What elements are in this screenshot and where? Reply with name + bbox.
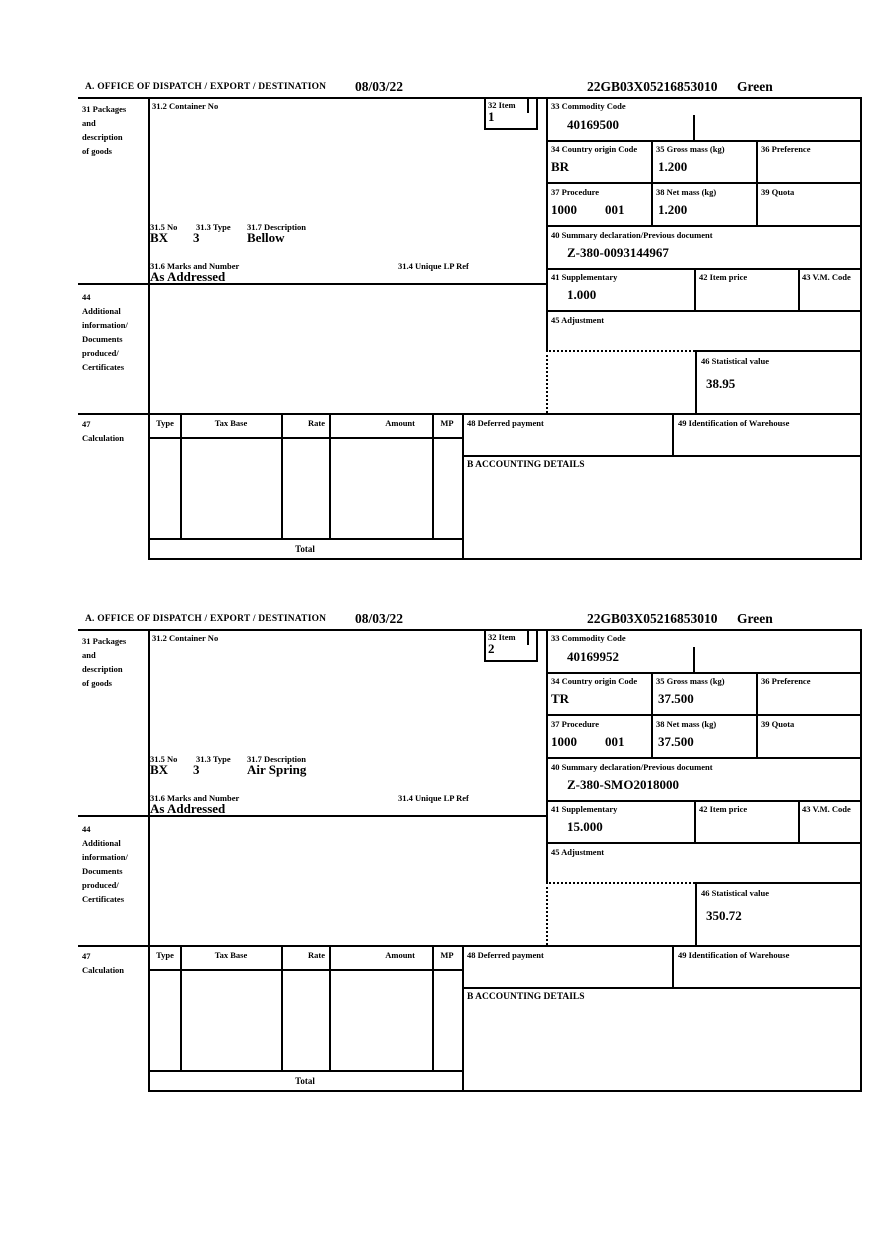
commodity-code-divider — [693, 115, 695, 140]
country-origin-value: TR — [551, 691, 570, 706]
procedure-suffix-value: 001 — [605, 734, 625, 749]
calc-total-label: Total — [295, 1076, 315, 1086]
package-code-value: BX — [150, 230, 169, 245]
border-line — [756, 672, 758, 757]
dotted-border-line — [546, 882, 548, 945]
previous-document-value: Z-380-0093144967 — [567, 245, 669, 260]
border-line — [462, 455, 862, 457]
acceptance-date-value: 08/03/22 — [355, 79, 404, 94]
border-line — [860, 97, 862, 560]
goods-description-label: 31.7 Description — [247, 222, 307, 232]
preference-label: 36 Preference — [761, 144, 811, 154]
border-line — [148, 1090, 862, 1092]
accounting-details-header: B ACCOUNTING DETAILS — [467, 992, 585, 1002]
border-line — [695, 350, 697, 413]
vm-code-label: 43 V.M. Code — [802, 804, 851, 814]
border-line — [694, 268, 696, 310]
gross-mass-value: 1.200 — [658, 159, 688, 174]
supplementary-label: 41 Supplementary — [551, 272, 618, 282]
gross-mass-value: 37.500 — [658, 691, 694, 706]
border-line — [798, 268, 800, 310]
goods-description-label: 31.7 Description — [247, 754, 307, 764]
accounting-details-header: B ACCOUNTING DETAILS — [467, 460, 585, 470]
box44-label: 44 Additional information/ Documents produced/ Certificates — [82, 292, 128, 372]
calc-column-line — [180, 413, 182, 538]
item-box-border — [484, 629, 486, 662]
calc-col-mp: MP — [440, 950, 454, 960]
calc-col-type: Type — [156, 950, 174, 960]
office-of-dispatch-header: A. OFFICE OF DISPATCH / EXPORT / DESTINATION — [85, 82, 327, 92]
net-mass-label: 38 Net mass (kg) — [656, 187, 717, 197]
statistical-value: 38.95 — [706, 376, 736, 391]
mrn-value: 22GB03X05216853010 — [587, 611, 718, 626]
package-no-label: 31.5 No — [150, 222, 178, 232]
calc-column-line — [180, 945, 182, 1070]
supplementary-value: 1.000 — [567, 287, 597, 302]
dotted-border-line — [546, 350, 548, 413]
item-number-value: 1 — [488, 109, 495, 124]
calc-header-line — [148, 969, 464, 971]
calc-total-line — [148, 1070, 464, 1072]
calc-col-amount: Amount — [385, 418, 415, 428]
border-line — [546, 268, 862, 270]
box44-label: 44 Additional information/ Documents produced/ Certificates — [82, 824, 128, 904]
package-code-value: BX — [150, 762, 169, 777]
goods-description-value: Air Spring — [247, 762, 307, 777]
gross-mass-label: 35 Gross mass (kg) — [656, 144, 725, 154]
item-label: 32 Item — [488, 100, 516, 110]
border-line — [462, 987, 862, 989]
procedure-label: 37 Procedure — [551, 719, 600, 729]
quota-label: 39 Quota — [761, 187, 795, 197]
calc-total-label: Total — [295, 544, 315, 554]
vm-code-label: 43 V.M. Code — [802, 272, 851, 282]
adjustment-label: 45 Adjustment — [551, 315, 605, 325]
item-box-border — [484, 660, 538, 662]
country-origin-value: BR — [551, 159, 570, 174]
item-box-border — [484, 128, 538, 130]
item-label: 32 Item — [488, 632, 516, 642]
statistical-value: 350.72 — [706, 908, 742, 923]
country-origin-label: 34 Country origin Code — [551, 676, 638, 686]
container-no-label: 31.2 Container No — [152, 633, 219, 643]
border-line — [78, 97, 862, 99]
package-type-label: 31.3 Type — [196, 222, 231, 232]
summary-declaration-label: 40 Summary declaration/Previous document — [551, 762, 713, 772]
routing-value: Green — [737, 611, 773, 626]
declaration-item-section — [0, 80, 882, 561]
border-line — [546, 310, 862, 312]
border-line — [695, 882, 697, 945]
item-price-label: 42 Item price — [699, 272, 748, 282]
package-type-value: 3 — [193, 762, 200, 777]
calc-column-line — [432, 945, 434, 1070]
border-line — [756, 140, 758, 225]
item-box-border — [536, 97, 538, 130]
border-line — [546, 842, 862, 844]
border-line — [546, 629, 548, 882]
previous-document-value: Z-380-SMO2018000 — [567, 777, 679, 792]
border-line — [651, 672, 653, 757]
package-no-label: 31.5 No — [150, 754, 178, 764]
border-line — [148, 558, 862, 560]
border-line — [546, 97, 548, 350]
border-line — [651, 140, 653, 225]
calc-col-rate: Rate — [308, 418, 325, 428]
procedure-value: 1000 — [551, 202, 577, 217]
calc-column-line — [432, 413, 434, 538]
commodity-code-label: 33 Commodity Code — [551, 633, 626, 643]
adjustment-label: 45 Adjustment — [551, 847, 605, 857]
deferred-payment-label: 48 Deferred payment — [467, 418, 544, 428]
calc-column-line — [281, 945, 283, 1070]
summary-declaration-label: 40 Summary declaration/Previous document — [551, 230, 713, 240]
warehouse-label: 49 Identification of Warehouse — [678, 950, 790, 960]
package-type-label: 31.3 Type — [196, 754, 231, 764]
commodity-code-value: 40169500 — [567, 117, 619, 132]
border-line — [78, 945, 862, 947]
marks-numbers-label: 31.6 Marks and Number — [150, 793, 240, 803]
supplementary-label: 41 Supplementary — [551, 804, 618, 814]
acceptance-date-value: 08/03/22 — [355, 611, 404, 626]
calc-column-line — [329, 945, 331, 1070]
net-mass-label: 38 Net mass (kg) — [656, 719, 717, 729]
box47-label: 47 Calculation — [82, 951, 125, 975]
border-line — [546, 672, 862, 674]
border-line — [546, 800, 862, 802]
border-line — [672, 413, 674, 455]
calc-header-line — [148, 437, 464, 439]
quota-label: 39 Quota — [761, 719, 795, 729]
calc-col-type: Type — [156, 418, 174, 428]
unique-lp-ref-label: 31.4 Unique LP Ref — [398, 261, 469, 271]
border-line — [695, 350, 862, 352]
border-line — [78, 413, 862, 415]
item-number-value: 2 — [488, 641, 495, 656]
border-line — [546, 225, 862, 227]
border-line — [148, 629, 150, 1092]
box31-label: 31 Packages and description of goods — [82, 104, 127, 156]
office-of-dispatch-header: A. OFFICE OF DISPATCH / EXPORT / DESTINATION — [85, 614, 327, 624]
item-box-border — [484, 97, 486, 130]
border-line — [860, 629, 862, 1092]
box31-label: 31 Packages and description of goods — [82, 636, 127, 688]
marks-numbers-label: 31.6 Marks and Number — [150, 261, 240, 271]
routing-value: Green — [737, 79, 773, 94]
commodity-code-value: 40169952 — [567, 649, 619, 664]
net-mass-value: 1.200 — [658, 202, 688, 217]
calc-col-mp: MP — [440, 418, 454, 428]
calc-col-amount: Amount — [385, 950, 415, 960]
dotted-border-line — [546, 350, 695, 352]
procedure-label: 37 Procedure — [551, 187, 600, 197]
border-line — [78, 629, 862, 631]
item-box-divider — [527, 97, 529, 113]
calc-col-rate: Rate — [308, 950, 325, 960]
calc-total-line — [148, 538, 464, 540]
dotted-border-line — [546, 882, 695, 884]
calc-col-tax-base: Tax Base — [214, 950, 248, 960]
commodity-code-divider — [693, 647, 695, 672]
country-origin-label: 34 Country origin Code — [551, 144, 638, 154]
border-line — [672, 945, 674, 987]
preference-label: 36 Preference — [761, 676, 811, 686]
goods-description-value: Bellow — [247, 230, 285, 245]
deferred-payment-label: 48 Deferred payment — [467, 950, 544, 960]
procedure-suffix-value: 001 — [605, 202, 625, 217]
calc-col-tax-base: Tax Base — [214, 418, 248, 428]
border-line — [546, 182, 862, 184]
border-line — [148, 97, 150, 560]
mrn-value: 22GB03X05216853010 — [587, 79, 718, 94]
statistical-value-label: 46 Statistical value — [701, 888, 769, 898]
commodity-code-label: 33 Commodity Code — [551, 101, 626, 111]
border-line — [546, 140, 862, 142]
package-type-value: 3 — [193, 230, 200, 245]
border-line — [546, 757, 862, 759]
border-line — [695, 882, 862, 884]
container-no-label: 31.2 Container No — [152, 101, 219, 111]
marks-numbers-value: As Addressed — [150, 269, 226, 284]
warehouse-label: 49 Identification of Warehouse — [678, 418, 790, 428]
procedure-value: 1000 — [551, 734, 577, 749]
border-line — [546, 714, 862, 716]
statistical-value-label: 46 Statistical value — [701, 356, 769, 366]
item-box-border — [536, 629, 538, 662]
gross-mass-label: 35 Gross mass (kg) — [656, 676, 725, 686]
calc-column-line — [281, 413, 283, 538]
declaration-item-section — [0, 612, 882, 1093]
supplementary-value: 15.000 — [567, 819, 603, 834]
item-box-divider — [527, 629, 529, 645]
item-price-label: 42 Item price — [699, 804, 748, 814]
border-line — [694, 800, 696, 842]
marks-numbers-value: As Addressed — [150, 801, 226, 816]
calc-column-line — [329, 413, 331, 538]
net-mass-value: 37.500 — [658, 734, 694, 749]
box47-label: 47 Calculation — [82, 419, 125, 443]
unique-lp-ref-label: 31.4 Unique LP Ref — [398, 793, 469, 803]
border-line — [798, 800, 800, 842]
